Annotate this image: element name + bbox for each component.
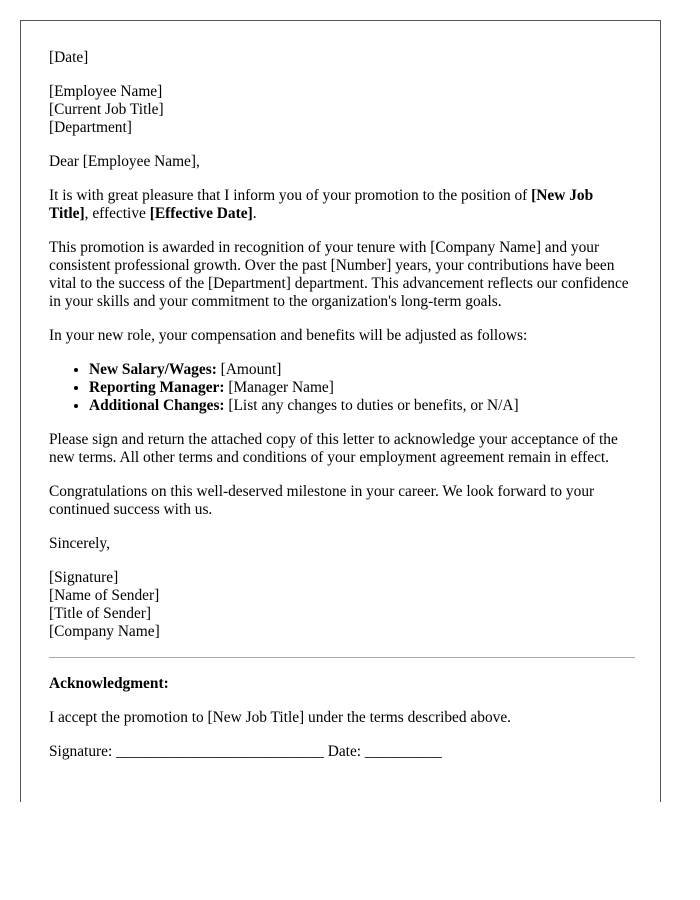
list-item-label: New Salary/Wages:	[89, 361, 217, 378]
list-item-label: Additional Changes:	[89, 397, 225, 414]
section-divider	[49, 657, 635, 658]
sender-title: [Title of Sender]	[49, 605, 152, 622]
sender-signature: [Signature]	[49, 569, 119, 586]
sender-company: [Company Name]	[49, 623, 160, 640]
list-item-value: [Amount]	[216, 361, 282, 378]
acknowledgment-heading	[49, 675, 635, 693]
letter-date: [Date]	[49, 49, 89, 66]
acknowledgment-statement: I accept the promotion to [New Job Title] under the terms described above.	[49, 709, 512, 726]
recipient-name: [Employee Name]	[49, 83, 163, 100]
signature-date-line: Signature: ___________________________ Date: __________	[49, 743, 442, 760]
sender-block	[49, 569, 635, 641]
sign-return-paragraph: Please sign and return the attached copy of this letter to acknowledge your acceptance of the new terms. All other terms and conditions of your employment agreement remain in effect.	[49, 431, 618, 466]
list-item-value: [Manager Name]	[224, 379, 334, 396]
effective-date: [Effective Date]	[149, 205, 253, 222]
congratulations-paragraph: Congratulations on this well-deserved milestone in your career. We look forward to your continued success with us.	[49, 483, 595, 518]
salutation: Dear [Employee Name],	[49, 153, 200, 170]
list-item	[89, 397, 635, 415]
letter-page	[20, 20, 661, 802]
recognition-paragraph: This promotion is awarded in recognition of your tenure with [Company Name] and your consistent professional growth. Over the past [Number] years, your contributions have been vital to the success of the [Department] department. This advancement reflects our confidence in your skills and your commitment to the organization's long-term goals.	[49, 239, 629, 310]
new-job-title: [New Job Title]	[49, 187, 594, 222]
sender-name: [Name of Sender]	[49, 587, 160, 604]
letter-content	[49, 49, 635, 777]
intro-paragraph	[49, 187, 635, 223]
intro-text-after: .	[252, 205, 257, 222]
closing: Sincerely,	[49, 535, 110, 552]
compensation-paragraph: In your new role, your compensation and benefits will be adjusted as follows:	[49, 327, 528, 344]
intro-text-before: It is with great pleasure that I inform you of your promotion to the position of	[49, 187, 532, 204]
list-item	[89, 379, 635, 397]
recipient-department: [Department]	[49, 119, 132, 136]
list-item-value: [List any changes to duties or benefits, or N/A]	[224, 397, 519, 414]
acknowledgment-heading-text: Acknowledgment:	[49, 675, 169, 692]
list-item	[89, 361, 635, 379]
recipient-title: [Current Job Title]	[49, 101, 164, 118]
list-item-label: Reporting Manager:	[89, 379, 225, 396]
recipient-block	[49, 83, 635, 137]
adjustments-list	[49, 361, 635, 415]
intro-text-middle: , effective	[84, 205, 150, 222]
